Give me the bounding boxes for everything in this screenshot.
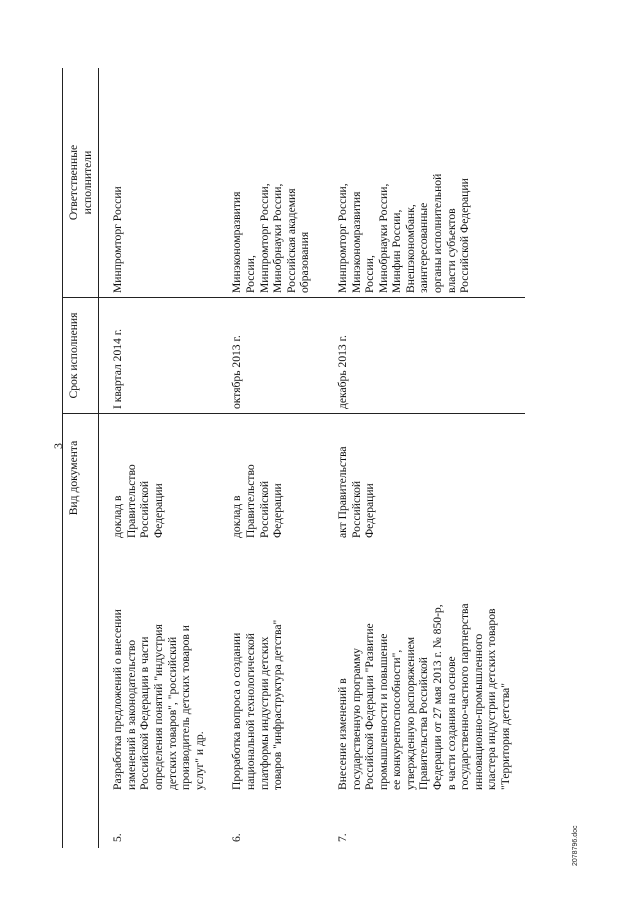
header-responsible (63, 68, 99, 298)
table-body (99, 68, 525, 848)
cell-text-line: Минобрнауки России, (376, 183, 390, 293)
cell-text-line: инновационно-промышленного (471, 633, 485, 790)
cell-deadline (99, 298, 219, 414)
cell-document-type (218, 414, 324, 543)
cell-text-line: производитель детских товаров и (179, 624, 193, 790)
header-deadline: Срок исполнения (63, 298, 99, 414)
cell-text-line: Минфин России, (390, 209, 404, 293)
row-number: 7. (335, 833, 349, 842)
cell-text-line: утвержденную распоряжением (403, 636, 417, 790)
cell-text-line: октябрь 2013 г. (230, 335, 244, 409)
cell-text-line: Правительство (124, 464, 138, 538)
cell-text-line: России, (363, 255, 377, 293)
cell-text-line: доклад в (230, 495, 244, 538)
cell-text-line: I квартал 2014 г. (111, 328, 125, 409)
cell-deadline (324, 298, 525, 414)
cell-name (324, 542, 525, 794)
cell-text-line: Российской (138, 480, 152, 538)
header-document-type: Вид документа (63, 414, 99, 543)
cell-text-line: Правительства Российской (417, 657, 431, 790)
cell-document-type (99, 414, 219, 543)
cell-deadline (218, 298, 324, 414)
cell-text-line: Минобрнауки России, (271, 183, 285, 293)
cell-text-line: Федерации (151, 483, 165, 538)
table-header-row (63, 68, 99, 848)
cell-text-line: в части создания на основе (444, 656, 458, 790)
table-row (218, 68, 324, 848)
cell-text-line: Минпромторг России (111, 186, 125, 293)
file-reference: 2078796.doc (572, 825, 579, 866)
cell-name (218, 542, 324, 794)
cell-text-line: ее конкурентоспособности", (390, 649, 404, 790)
header-responsible-line: исполнители (80, 150, 94, 215)
cell-text-line: Минэкономразвития (349, 191, 363, 293)
page-number: 3 (51, 443, 65, 449)
cell-text-line: Российской (349, 480, 363, 538)
cell-text-line: доклад в (111, 495, 125, 538)
cell-text-line: Российской Федерации в части (138, 636, 152, 790)
cell-text-line: образования (298, 231, 312, 293)
cell-text-line: Правительство (243, 464, 257, 538)
cell-text-line: Проработка вопроса о создании (230, 632, 244, 790)
table-row (324, 68, 525, 848)
cell-text-line: Федерации (271, 483, 285, 538)
cell-text-line: декабрь 2013 г. (335, 335, 349, 409)
cell-text-line: Минпромторг России, (335, 183, 349, 293)
row-number: 5. (111, 833, 125, 842)
cell-name (99, 542, 219, 794)
cell-text-line: акт Правительства (335, 446, 349, 538)
header-name (63, 542, 99, 794)
cell-text-line: государственную программу (349, 648, 363, 790)
cell-text-line: Внешэкономбанк, (403, 204, 417, 293)
cell-text-line: промышленности и повышение (376, 633, 390, 790)
cell-text-line: Минэкономразвития (230, 191, 244, 293)
cell-text-line: Российской (257, 480, 271, 538)
cell-text-line: кластера индустрии детских товаров (485, 608, 499, 790)
cell-text-line: власти субъектов (444, 208, 458, 293)
cell-text-line: "Территория детства" (499, 683, 513, 790)
plan-table (62, 68, 525, 848)
row-number: 6. (230, 833, 244, 842)
cell-text-line: Российская академия (284, 188, 298, 293)
header-responsible-line: Ответственные (67, 144, 80, 221)
cell-text-line: Разработка предложений о внесении (111, 609, 125, 790)
cell-text-line: детских товаров", "российский (165, 636, 179, 790)
cell-text-line: Федерации (363, 483, 377, 538)
cell-text-line: Внесение изменений в (335, 678, 349, 790)
cell-text-line: национальной технологической (243, 633, 257, 790)
cell-text-line: Федерации от 27 мая 2013 г. № 850-р, (431, 604, 445, 790)
cell-text-line: заинтересованные (417, 202, 431, 293)
table-row (99, 68, 219, 848)
rotated-table-area (62, 68, 542, 848)
cell-text-line: Российской Федерации (458, 178, 472, 293)
cell-responsible (99, 68, 219, 298)
cell-document-type (324, 414, 525, 543)
header-number (63, 794, 99, 848)
cell-text-line: товаров "инфраструктура детства" (271, 619, 285, 790)
cell-responsible (324, 68, 525, 298)
cell-responsible (218, 68, 324, 298)
cell-text-line: государственно-частного партнерства (458, 603, 472, 790)
cell-text-line: платформы индустрии детских (257, 636, 271, 790)
cell-text-line: органы исполнительной (431, 173, 445, 293)
cell-text-line: изменений в законодательство (124, 639, 138, 790)
cell-text-line: определения понятий "индустрия (151, 624, 165, 790)
cell-text-line: Российской Федерации "Развитие (363, 623, 377, 790)
cell-text-line: России, (243, 255, 257, 293)
cell-text-line: Минпромторг России, (257, 183, 271, 293)
cell-text-line: услуг" и др. (192, 731, 206, 790)
